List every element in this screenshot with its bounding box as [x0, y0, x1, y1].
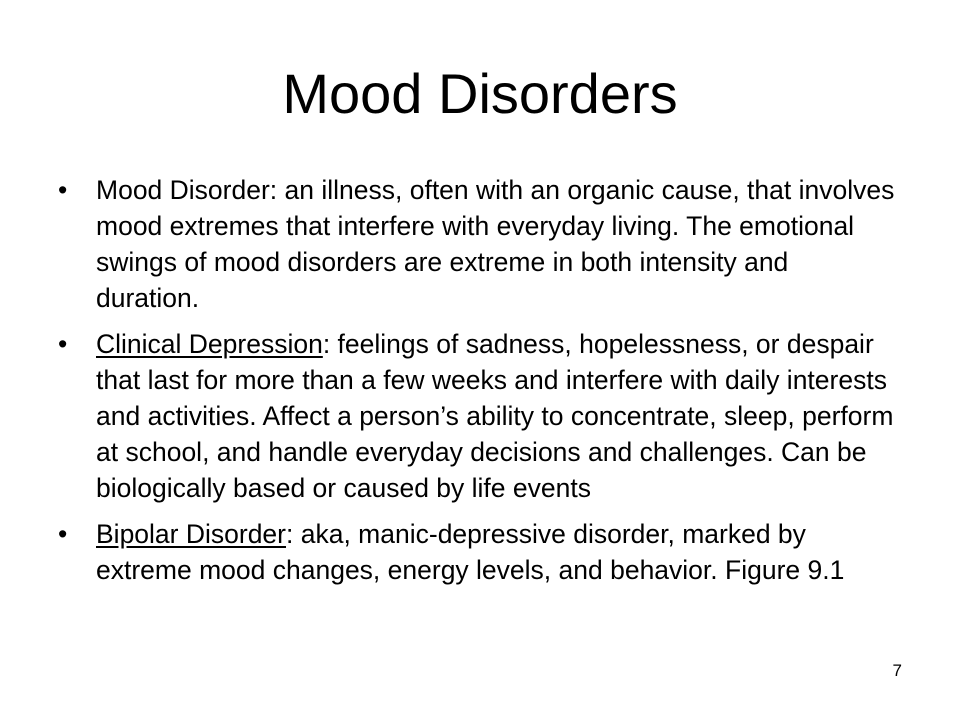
bullet-text: Mood Disorder: an illness, often with an organic cause, that involves mood extremes that interfere with everyday living. The emotional swings of mood disorders are extreme in both intensity and duration. — [96, 175, 895, 313]
slide-title: Mood Disorders — [282, 62, 678, 125]
bullet-icon: • — [58, 329, 68, 359]
bullet-mood-disorder — [58, 172, 898, 316]
bullet-list — [58, 172, 898, 598]
bullet-icon: • — [58, 175, 68, 205]
bullet-bipolar-disorder — [58, 516, 898, 588]
bullet-icon: • — [58, 519, 68, 549]
bullet-text: : feelings of sadness, hopelessness, or despair that last for more than a few weeks and interfere with daily interests and activities. Affect a person’s ability to concentrate, sleep, perform at school, and handle everyday decisions and challenges. Can be biologically based or caused by life events — [96, 329, 894, 503]
term-bipolar-disorder: Bipolar Disorder — [96, 519, 286, 549]
bullet-text: : aka, manic-depressive disorder, marked by extreme mood changes, energy levels, and behavior. Figure 9.1 — [96, 519, 845, 585]
page-number: 7 — [892, 661, 902, 680]
term-clinical-depression: Clinical Depression — [96, 329, 323, 359]
bullet-clinical-depression — [58, 326, 898, 506]
